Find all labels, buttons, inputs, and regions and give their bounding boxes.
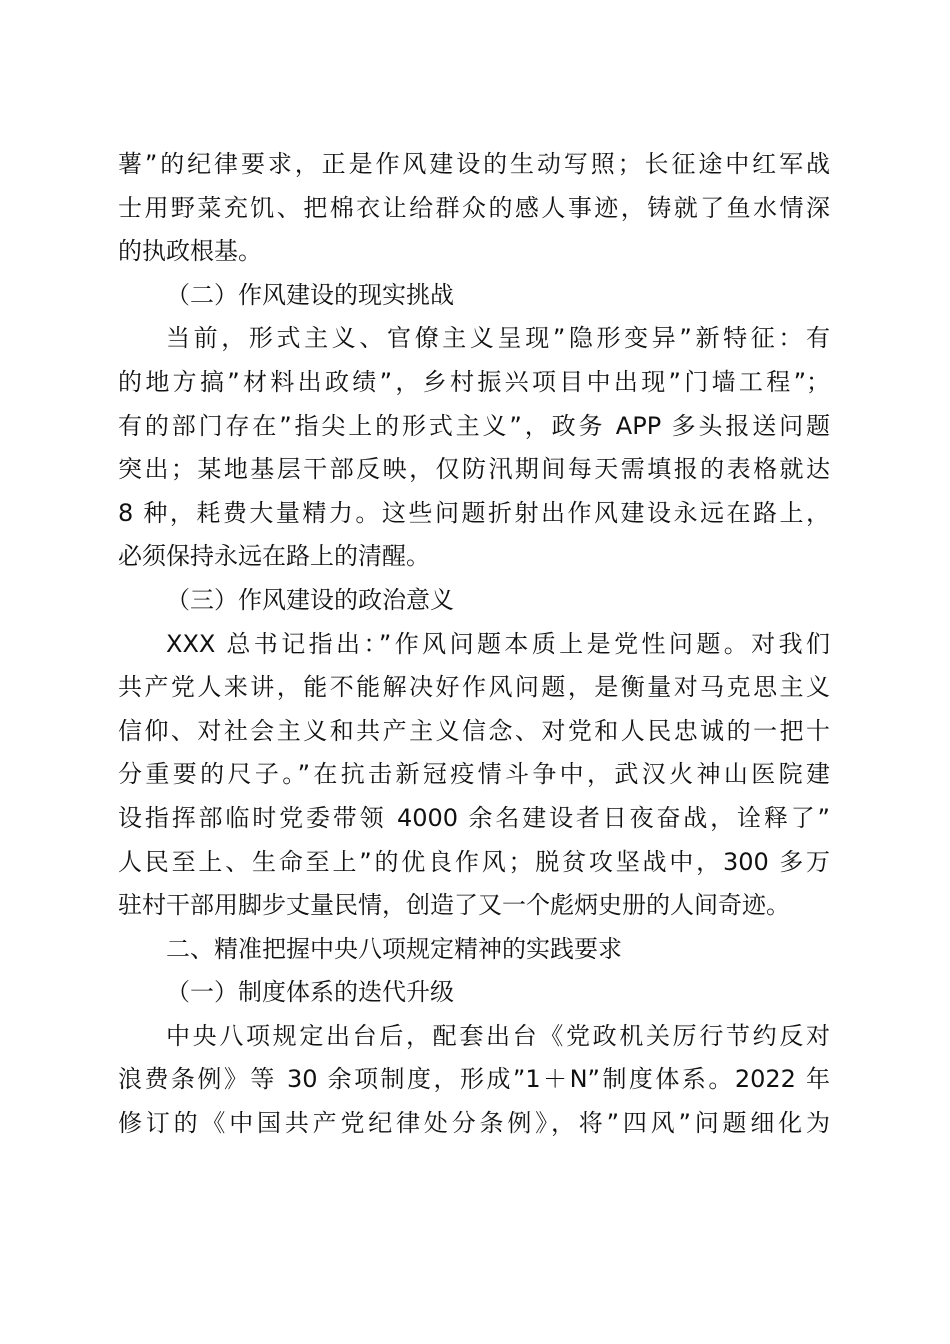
text-line-1: 薯”的纪律要求，正是作风建设的生动写照；长征途中红军战	[118, 150, 830, 178]
chapter-heading-2: 二、精准把握中央八项规定精神的实践要求	[166, 934, 622, 963]
document-body-text	[118, 143, 830, 1146]
text-line-16: 设指挥部临时党委带领 4000 余名建设者日夜奋战，诠释了”	[118, 803, 830, 832]
text-line-13: 共产党人来讲，能不能解决好作风问题，是衡量对马克思主义	[118, 673, 830, 702]
text-line-9: 8 种，耗费大量精力。这些问题折射出作风建设永远在路上，	[118, 498, 830, 527]
section-heading-2: （二）作风建设的现实挑战	[166, 280, 454, 309]
text-line-8: 突出；某地基层干部反映，仅防汛期间每天需填报的表格就达	[118, 455, 830, 484]
text-line-23: 修订的《中国共产党纪律处分条例》，将”四风”问题细化为	[118, 1109, 830, 1138]
text-line-17: 人民至上、生命至上”的优良作风；脱贫攻坚战中，300 多万	[118, 847, 830, 876]
text-line-18: 驻村干部用脚步丈量民情，创造了又一个彪炳史册的人间奇迹。	[118, 891, 790, 920]
text-line-14: 信仰、对社会主义和共产主义信念、对党和人民忠诚的一把十	[118, 716, 830, 745]
text-line-10: 必须保持永远在路上的清醒。	[118, 542, 430, 571]
text-line-21: 中央八项规定出台后，配套出台《党政机关厉行节约反对	[166, 1021, 830, 1050]
section-heading-3: （三）作风建设的政治意义	[166, 585, 454, 614]
text-line-2: 士用野菜充饥、把棉衣让给群众的感人事迹，铸就了鱼水情深	[118, 193, 830, 222]
text-line-15: 分重要的尺子。”在抗击新冠疫情斗争中，武汉火神山医院建	[118, 760, 830, 789]
text-line-7: 有的部门存在”指尖上的形式主义”，政务 APP 多头报送问题	[118, 411, 830, 440]
text-line-22: 浪费条例》等 30 余项制度，形成”1＋N”制度体系。2022 年	[118, 1065, 830, 1094]
text-line-6: 的地方搞”材料出政绩”，乡村振兴项目中出现”门墙工程”；	[118, 367, 830, 396]
section-heading-2-1: （一）制度体系的迭代升级	[166, 978, 454, 1007]
text-line-5: 当前，形式主义、官僚主义呈现”隐形变异”新特征：有	[166, 324, 830, 353]
text-line-3: 的执政根基。	[118, 237, 262, 266]
text-line-12: XXX 总书记指出：”作风问题本质上是党性问题。对我们	[166, 629, 830, 658]
